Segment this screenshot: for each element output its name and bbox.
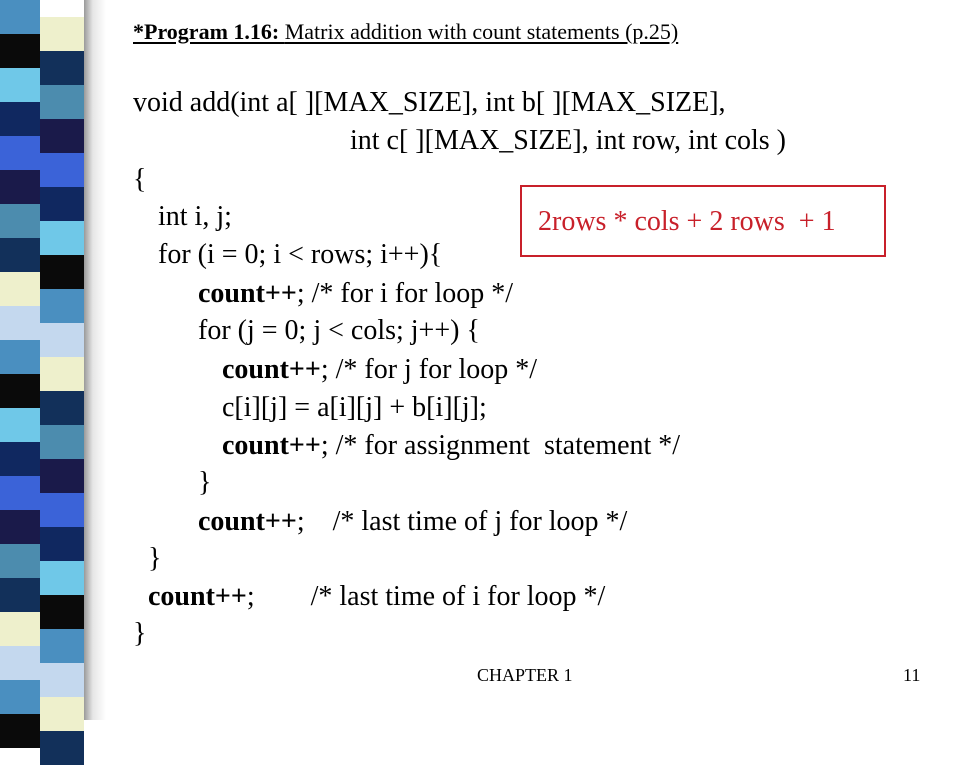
code-text: ; /* for assignment statement */ (320, 430, 681, 461)
stripe-block (40, 17, 84, 51)
stripe-block (0, 510, 40, 544)
stripe-block (0, 34, 40, 68)
count-statement: count++ (222, 354, 321, 385)
complexity-formula: 2rows * cols + 2 rows + 1 (538, 206, 836, 237)
code-line (198, 277, 513, 311)
stripe-block (40, 459, 84, 493)
stripe-block (40, 391, 84, 425)
code-text: ; /* for i for loop */ (296, 278, 514, 309)
stripe-block (0, 442, 40, 476)
count-statement: count++ (148, 581, 247, 612)
stripe-block (40, 527, 84, 561)
slide-title (133, 18, 678, 46)
stripe-block (40, 289, 84, 323)
count-statement: count++ (198, 278, 297, 309)
stripe-block (0, 136, 40, 170)
code-text: ; /* last time of i for loop */ (246, 581, 606, 612)
code-line (133, 163, 146, 197)
code-line (148, 580, 605, 614)
page-number: 11 (903, 665, 921, 685)
code-text: } (198, 467, 212, 498)
stripe-block (40, 357, 84, 391)
stripe-block (0, 646, 40, 680)
stripe-block (0, 68, 40, 102)
code-line (222, 391, 487, 425)
code-line (158, 200, 232, 234)
stripe-block (0, 340, 40, 374)
code-text: void add(int a[ ][MAX_SIZE], int b[ ][MAX_SIZE], (133, 87, 726, 118)
count-statement: count++ (198, 506, 297, 537)
stripe-block (40, 85, 84, 119)
stripe-block (0, 544, 40, 578)
stripe-block (0, 374, 40, 408)
code-line (198, 505, 627, 539)
stripe-block (40, 323, 84, 357)
title-program-number: *Program 1.16: (133, 19, 285, 44)
stripe-block (0, 680, 40, 714)
stripe-block (40, 255, 84, 289)
stripe-block (0, 578, 40, 612)
stripe-block (0, 204, 40, 238)
stripe-block (40, 51, 84, 85)
code-line (222, 353, 537, 387)
stripe-block (40, 629, 84, 663)
code-text: for (i = 0; i < rows; i++){ (158, 239, 443, 270)
stripe-block (0, 306, 40, 340)
stripe-block (0, 714, 40, 748)
stripe-block (0, 612, 40, 646)
stripe-block (40, 153, 84, 187)
stripe-block (40, 493, 84, 527)
code-line (350, 124, 786, 158)
code-line (198, 314, 480, 348)
code-text: { (133, 164, 147, 195)
decorative-stripe (0, 0, 106, 720)
stripe-block (0, 238, 40, 272)
code-text: c[i][j] = a[i][j] + b[i][j]; (222, 392, 487, 423)
count-statement: count++ (222, 430, 321, 461)
stripe-block (40, 425, 84, 459)
stripe-block (0, 476, 40, 510)
code-text: int c[ ][MAX_SIZE], int row, int cols ) (350, 125, 786, 156)
stripe-block (40, 663, 84, 697)
stripe-block (0, 0, 40, 34)
code-line (148, 542, 161, 576)
code-line (158, 238, 442, 272)
title-description: Matrix addition with count statements (p.25) (284, 19, 679, 44)
stripe-block (40, 595, 84, 629)
stripe-block (40, 221, 84, 255)
code-line (198, 466, 211, 500)
stripe-block (40, 119, 84, 153)
code-text: int i, j; (158, 201, 232, 232)
code-text: } (148, 543, 162, 574)
complexity-annotation-box (520, 185, 886, 257)
code-line (133, 617, 146, 651)
footer-chapter: CHAPTER 1 (477, 665, 573, 685)
stripe-block (40, 561, 84, 595)
stripe-block (40, 697, 84, 731)
stripe-block (0, 102, 40, 136)
stripe-block (0, 408, 40, 442)
code-line (133, 86, 726, 120)
code-text: ; /* for j for loop */ (320, 354, 538, 385)
stripe-edge (84, 0, 106, 720)
code-line (222, 429, 680, 463)
stripe-block (40, 731, 84, 765)
stripe-block (40, 187, 84, 221)
code-text: ; /* last time of j for loop */ (296, 506, 628, 537)
code-text: } (133, 618, 147, 649)
code-text: for (j = 0; j < cols; j++) { (198, 315, 480, 346)
stripe-block (0, 272, 40, 306)
stripe-block (0, 170, 40, 204)
